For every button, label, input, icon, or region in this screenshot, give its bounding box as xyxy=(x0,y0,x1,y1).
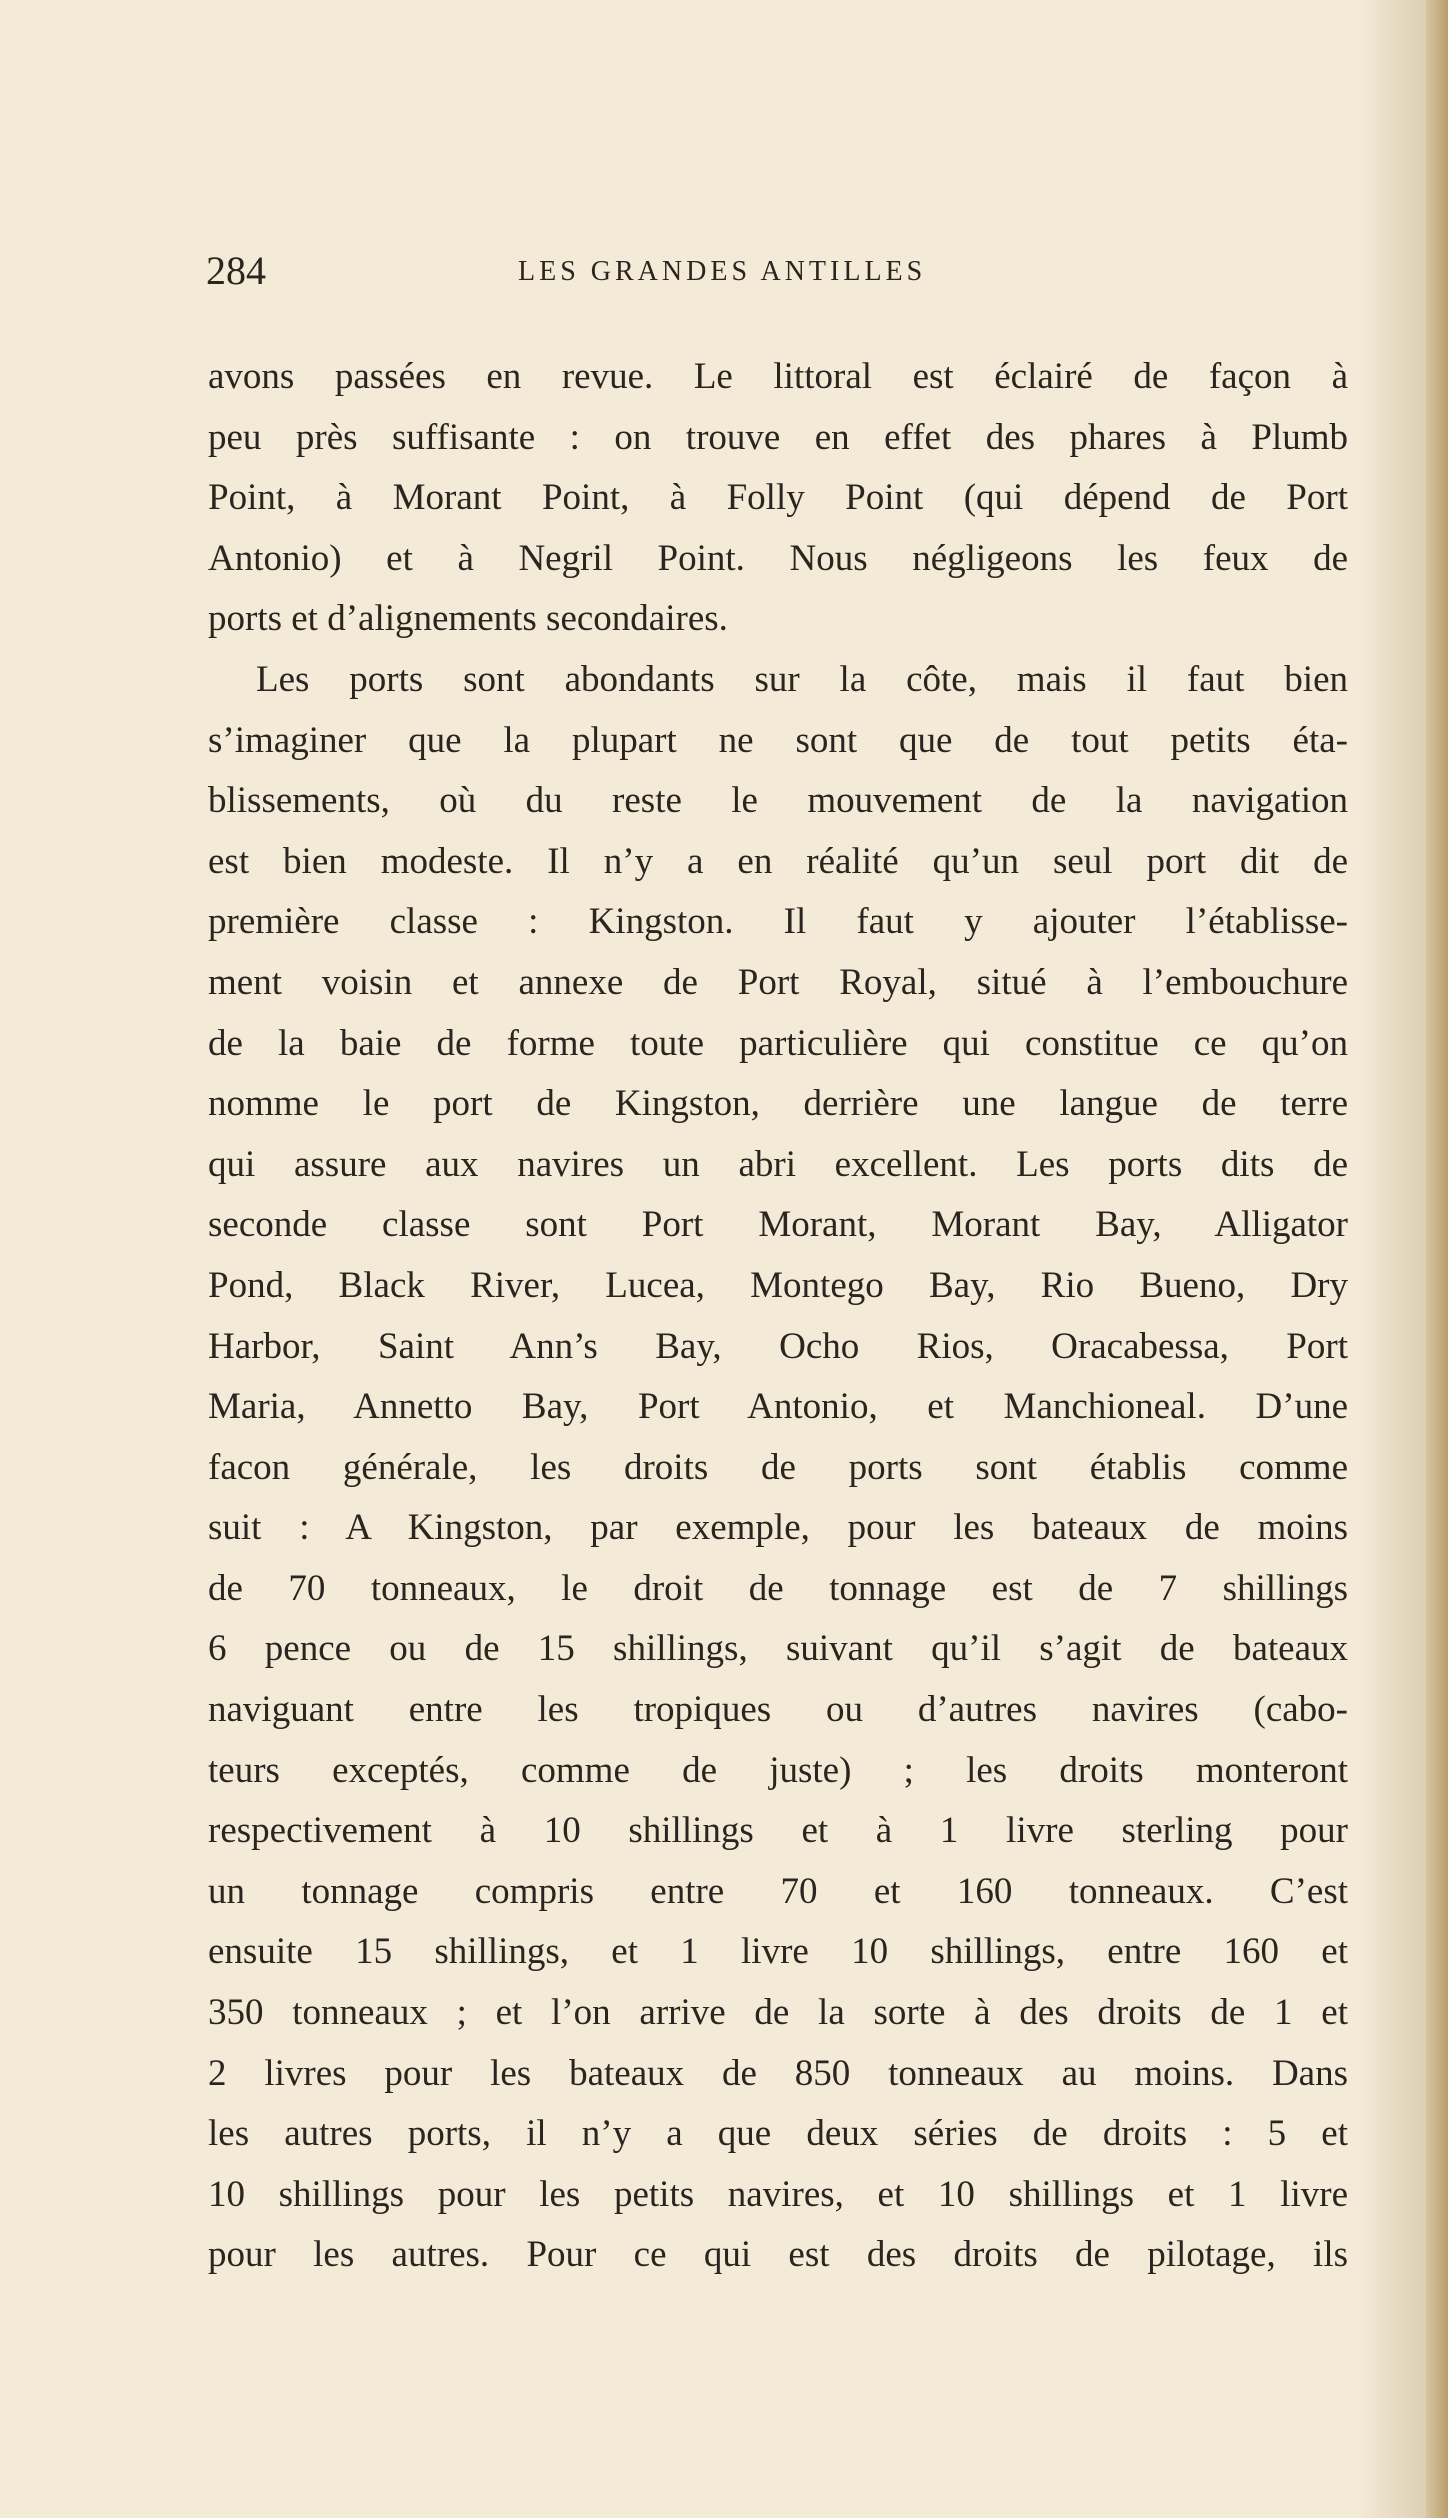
text-line: est bien modeste. Il n’y a en réalité qu’un seul port dit de xyxy=(208,840,1348,882)
text-line: suit : A Kingston, par exemple, pour les bateaux de moins xyxy=(208,1507,1348,1549)
text-line: blissements, où du reste le mouvement de la navigation xyxy=(208,780,1348,822)
text-line: un tonnage compris entre 70 et 160 tonneaux. C’est xyxy=(208,1870,1348,1912)
text-line: Harbor, Saint Ann’s Bay, Ocho Rios, Oracabessa, Port xyxy=(208,1325,1348,1367)
running-head xyxy=(206,246,1346,296)
text-line: qui assure aux navires un abri excellent. Les ports dits de xyxy=(208,1143,1348,1185)
text-line: nomme le port de Kingston, derrière une langue de terre xyxy=(208,1083,1348,1125)
text-line: Point, à Morant Point, à Folly Point (qui dépend de Port xyxy=(208,477,1348,519)
text-line: Antonio) et à Negril Point. Nous négligeons les feux de xyxy=(208,537,1348,579)
body-text xyxy=(208,347,1348,2286)
text-line: Maria, Annetto Bay, Port Antonio, et Manchioneal. D’une xyxy=(208,1386,1348,1428)
text-line: Pond, Black River, Lucea, Montego Bay, Rio Bueno, Dry xyxy=(208,1264,1348,1306)
page-edge xyxy=(1426,0,1448,2518)
text-line: 2 livres pour les bateaux de 850 tonneaux au moins. Dans xyxy=(208,2052,1348,2094)
text-line: de la baie de forme toute particulière qui constitue ce qu’on xyxy=(208,1022,1348,1064)
text-line: pour les autres. Pour ce qui est des droits de pilotage, ils xyxy=(208,2234,1348,2276)
text-line: première classe : Kingston. Il faut y ajouter l’établisse- xyxy=(208,901,1348,943)
text-line: ment voisin et annexe de Port Royal, situé à l’embouchure xyxy=(208,961,1348,1003)
running-title: LES GRANDES ANTILLES xyxy=(518,256,927,287)
text-line: 10 shillings pour les petits navires, et 10 shillings et 1 livre xyxy=(208,2173,1348,2215)
text-line: peu près suffisante : on trouve en effet des phares à Plumb xyxy=(208,416,1348,458)
text-line: s’imaginer que la plupart ne sont que de tout petits éta- xyxy=(208,719,1348,761)
text-line: ports et d’alignements secondaires. xyxy=(208,598,728,640)
text-line: avons passées en revue. Le littoral est éclairé de façon à xyxy=(208,356,1348,397)
page-number: 284 xyxy=(206,248,266,293)
text-line: teurs exceptés, comme de juste) ; les droits monteront xyxy=(208,1749,1348,1791)
text-line: les autres ports, il n’y a que deux séries de droits : 5 et xyxy=(208,2113,1348,2155)
text-line: seconde classe sont Port Morant, Morant Bay, Alligator xyxy=(208,1204,1348,1246)
text-line: facon générale, les droits de ports sont établis comme xyxy=(208,1446,1348,1488)
text-line: de 70 tonneaux, le droit de tonnage est de 7 shillings xyxy=(208,1567,1348,1609)
text-line: respectivement à 10 shillings et à 1 livre sterling pour xyxy=(208,1810,1348,1852)
text-line: 350 tonneaux ; et l’on arrive de la sorte à des droits de 1 et xyxy=(208,1992,1348,2034)
paragraph-start-line: Les ports sont abondants sur la côte, mais il faut bien xyxy=(256,658,1348,700)
text-line: ensuite 15 shillings, et 1 livre 10 shillings, entre 160 et xyxy=(208,1931,1348,1973)
text-line: naviguant entre les tropiques ou d’autres navires (cabo- xyxy=(208,1689,1348,1731)
text-line: 6 pence ou de 15 shillings, suivant qu’il s’agit de bateaux xyxy=(208,1628,1348,1670)
